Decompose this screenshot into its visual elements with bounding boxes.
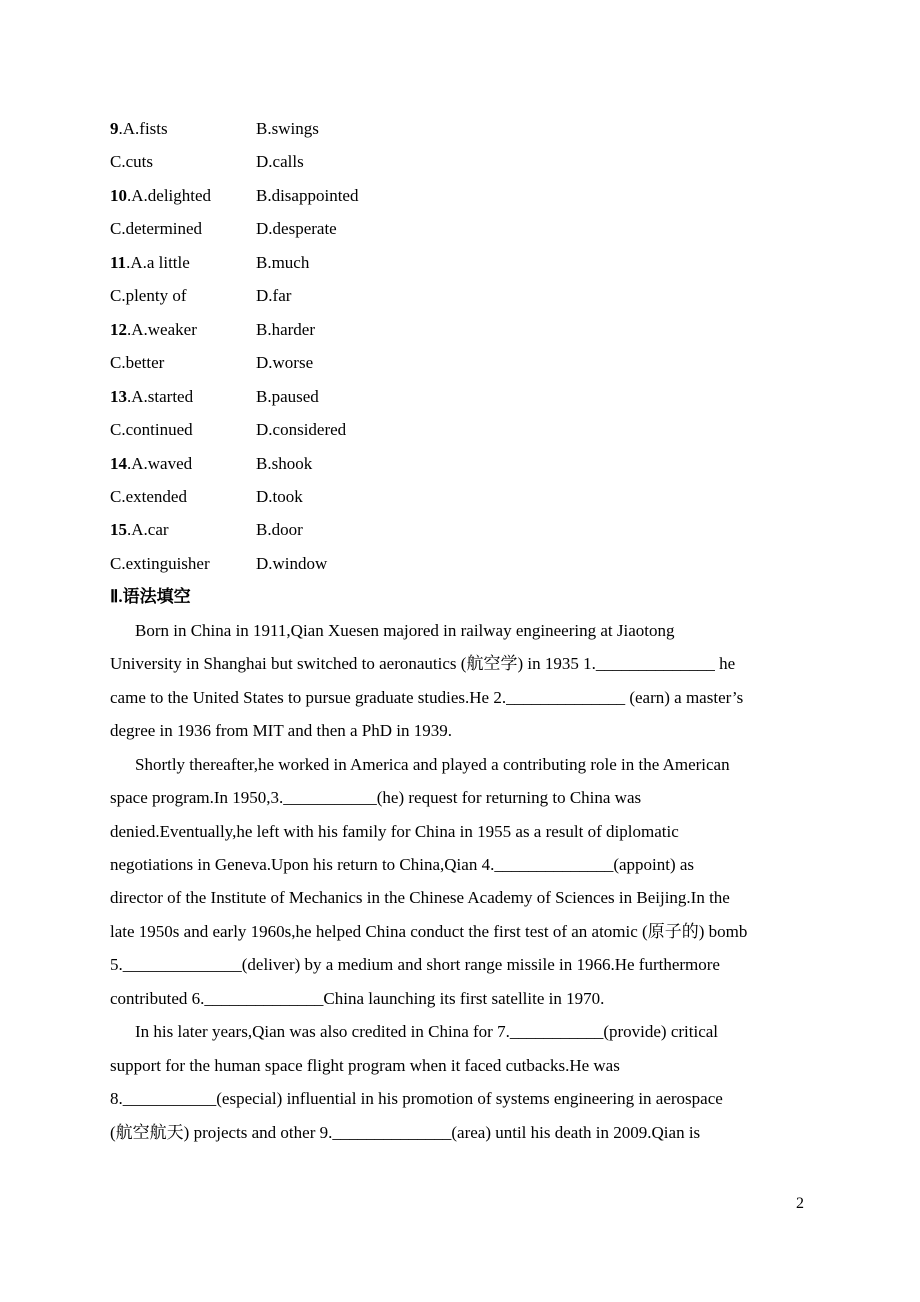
number-separator: . bbox=[127, 453, 132, 473]
section-heading: Ⅱ.语法填空 bbox=[110, 587, 191, 607]
option-d-label: D.desperate bbox=[256, 219, 337, 239]
option-row bbox=[110, 380, 816, 413]
option-b-label: B.harder bbox=[256, 319, 316, 339]
option-c-label: C.better bbox=[110, 353, 165, 373]
option-d-label: D.far bbox=[256, 286, 292, 306]
paragraph-line: support for the human space flight program when it faced cutbacks.He was bbox=[110, 1055, 620, 1075]
paragraph-line: space program.In 1950,3.___________(he) request for returning to China was bbox=[110, 788, 642, 808]
option-d-label: D.window bbox=[256, 553, 328, 573]
option-c-label: C.extinguisher bbox=[110, 553, 210, 573]
option-row bbox=[110, 145, 816, 178]
option-b-label: B.disappointed bbox=[256, 185, 359, 205]
page-number: 2 bbox=[796, 1195, 804, 1212]
option-row bbox=[110, 480, 816, 513]
option-a-label: A.weaker bbox=[131, 319, 197, 339]
question-item bbox=[110, 380, 816, 447]
option-a bbox=[110, 112, 256, 145]
option-row bbox=[110, 179, 816, 212]
option-row bbox=[110, 246, 816, 279]
paragraph bbox=[110, 1015, 816, 1149]
paragraph bbox=[110, 614, 816, 748]
option-d-label: D.considered bbox=[256, 420, 347, 440]
option-c-label: C.continued bbox=[110, 420, 193, 440]
number-separator: . bbox=[127, 520, 132, 540]
question-item bbox=[110, 179, 816, 246]
paragraph-line: negotiations in Geneva.Upon his return to China,Qian 4.______________(appoint) as bbox=[110, 854, 695, 874]
question-number: 11 bbox=[110, 252, 127, 272]
paragraph-line: (航空航天) projects and other 9.______________(area) until his death in 2009.Qian is bbox=[110, 1122, 701, 1142]
option-row bbox=[110, 547, 816, 580]
paragraph-line: In his later years,Qian was also credited in China for 7.___________(provide) critical bbox=[135, 1022, 719, 1042]
question-number: 10 bbox=[110, 185, 127, 205]
option-a-label: A.waved bbox=[131, 453, 193, 473]
page-content bbox=[110, 112, 816, 1149]
option-row bbox=[110, 112, 816, 145]
option-row bbox=[110, 447, 816, 480]
question-number: 14 bbox=[110, 453, 127, 473]
question-item bbox=[110, 313, 816, 380]
option-row bbox=[110, 513, 816, 546]
option-c-label: C.extended bbox=[110, 486, 187, 506]
question-item bbox=[110, 447, 816, 514]
option-b-label: B.door bbox=[256, 520, 303, 540]
option-a bbox=[110, 179, 256, 212]
option-a-label: A.car bbox=[131, 520, 169, 540]
option-a-label: A.delighted bbox=[131, 185, 212, 205]
option-a bbox=[110, 380, 256, 413]
option-row bbox=[110, 279, 816, 312]
option-row bbox=[110, 413, 816, 446]
number-separator: . bbox=[127, 185, 132, 205]
option-b-label: B.paused bbox=[256, 386, 319, 406]
option-c-label: C.plenty of bbox=[110, 286, 187, 306]
paragraph-line: 8.___________(especial) influential in his promotion of systems engineering in aerospace bbox=[110, 1089, 723, 1109]
option-row bbox=[110, 313, 816, 346]
option-d-label: D.took bbox=[256, 486, 303, 506]
paragraph-line: degree in 1936 from MIT and then a PhD in 1939. bbox=[110, 721, 452, 741]
paragraph-line: 5.______________(deliver) by a medium and short range missile in 1966.He furthermore bbox=[110, 955, 720, 975]
number-separator: . bbox=[126, 252, 131, 272]
option-row bbox=[110, 346, 816, 379]
paragraph-line: contributed 6.______________China launching its first satellite in 1970. bbox=[110, 988, 605, 1008]
option-a bbox=[110, 246, 256, 279]
question-item bbox=[110, 513, 816, 580]
number-separator: . bbox=[127, 319, 132, 339]
option-a bbox=[110, 313, 256, 346]
option-a-label: A.started bbox=[131, 386, 194, 406]
option-row bbox=[110, 212, 816, 245]
paragraph-line: director of the Institute of Mechanics in the Chinese Academy of Sciences in Beijing.In the bbox=[110, 888, 730, 908]
option-b-label: B.shook bbox=[256, 453, 313, 473]
question-number: 15 bbox=[110, 520, 127, 540]
option-b-label: B.swings bbox=[256, 119, 319, 138]
option-a bbox=[110, 447, 256, 480]
option-c-label: C.determined bbox=[110, 219, 203, 239]
option-b-label: B.much bbox=[256, 252, 310, 272]
question-number: 12 bbox=[110, 319, 127, 339]
question-item bbox=[110, 246, 816, 313]
question-number: 9 bbox=[110, 119, 119, 138]
paragraph-line: denied.Eventually,he left with his family for China in 1955 as a result of diplomatic bbox=[110, 821, 679, 841]
number-separator: . bbox=[127, 386, 132, 406]
paragraph-line: late 1950s and early 1960s,he helped China conduct the first test of an atomic (原子的) bomb bbox=[110, 921, 748, 941]
paragraph-line: came to the United States to pursue graduate studies.He 2.______________ (earn) a master’s bbox=[110, 687, 744, 707]
option-d-label: D.worse bbox=[256, 353, 314, 373]
option-d-label: D.calls bbox=[256, 152, 304, 172]
paragraph-line: University in Shanghai but switched to aeronautics (航空学) in 1935 1.______________ he bbox=[110, 654, 736, 674]
paragraph-line: Born in China in 1911,Qian Xuesen majored in railway engineering at Jiaotong bbox=[135, 620, 675, 640]
paragraph bbox=[110, 748, 816, 1016]
option-a bbox=[110, 513, 256, 546]
paragraph-line: Shortly thereafter,he worked in America and played a contributing role in the American bbox=[135, 754, 730, 774]
option-c-label: C.cuts bbox=[110, 152, 153, 172]
number-separator: . bbox=[118, 119, 123, 138]
option-a-label: A.fists bbox=[122, 119, 168, 138]
question-number: 13 bbox=[110, 386, 127, 406]
question-item bbox=[110, 112, 816, 179]
option-a-label: A.a little bbox=[130, 252, 190, 272]
